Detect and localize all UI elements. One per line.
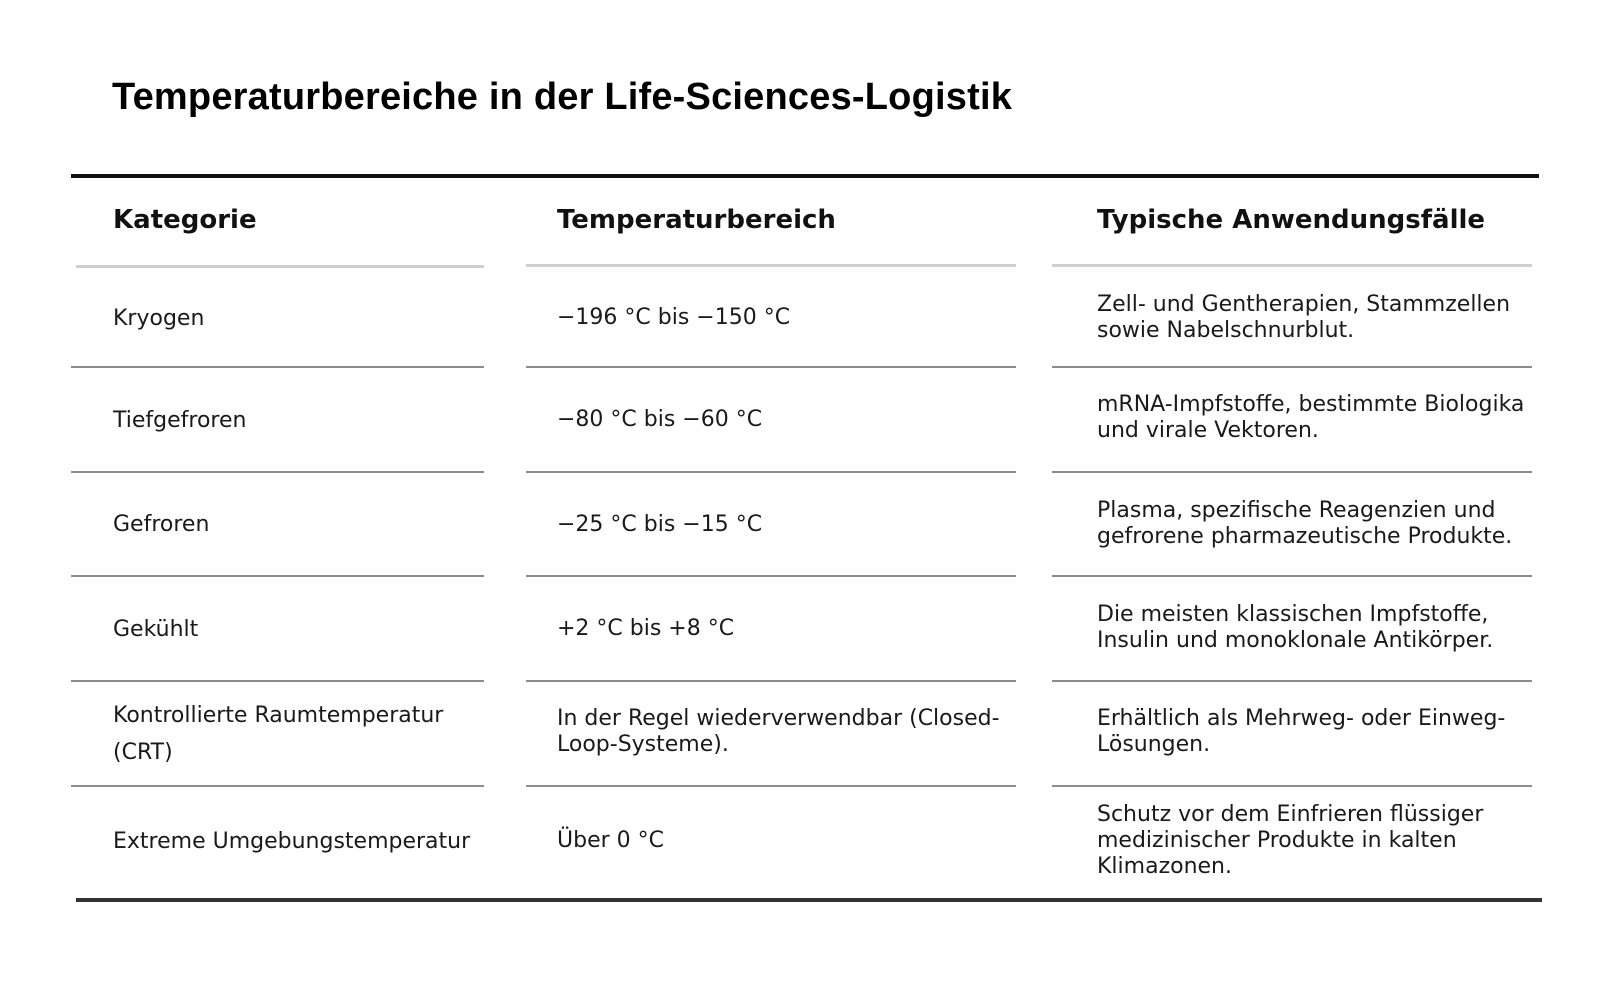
header-anwendungsfaelle: Typische Anwendungsfälle (1097, 205, 1486, 235)
cell-kategorie: Gekühlt (113, 616, 199, 642)
header-divider (1052, 264, 1532, 267)
cell-kategorie: Kryogen (113, 305, 205, 331)
cell-kategorie: Kontrollierte Raumtemperatur (CRT) (113, 703, 444, 765)
cell-kategorie: Gefroren (113, 511, 210, 537)
cell-anwendungsfaelle: Erhältlich als Mehrweg- oder Einweg-Lösungen. (1097, 706, 1506, 757)
header-kategorie: Kategorie (113, 205, 257, 235)
cell-anwendungsfaelle: Plasma, spezifische Reagenzien und gefrorene pharmazeutische Produkte. (1097, 498, 1513, 549)
cell-anwendungsfaelle: Schutz vor dem Einfrieren flüssiger medizinischer Produkte in kalten Klimazonen. (1097, 802, 1484, 879)
cell-kategorie: Tiefgefroren (113, 407, 247, 433)
cell-anwendungsfaelle: Zell- und Gentherapien, Stammzellen sowie Nabelschnurblut. (1097, 292, 1511, 343)
cell-temperaturbereich: −80 °C bis −60 °C (557, 407, 763, 432)
header-temperaturbereich: Temperaturbereich (557, 205, 836, 235)
cell-anwendungsfaelle: Die meisten klassischen Impfstoffe, Insulin und monoklonale Antikörper. (1097, 602, 1494, 653)
cell-temperaturbereich: Über 0 °C (557, 828, 664, 853)
table-top-rule (71, 174, 1539, 178)
cell-kategorie: Extreme Umgebungstemperatur (113, 828, 471, 854)
cell-temperaturbereich: +2 °C bis +8 °C (557, 616, 735, 641)
cell-temperaturbereich: In der Regel wiederverwendbar (Closed-Loop-Systeme). (557, 706, 1000, 757)
table-bottom-rule (76, 898, 1542, 902)
cell-temperaturbereich: −196 °C bis −150 °C (557, 305, 791, 330)
header-divider (526, 264, 1016, 267)
cell-temperaturbereich: −25 °C bis −15 °C (557, 512, 763, 537)
page-title: Temperaturbereiche in der Life-Sciences-Logistik (112, 76, 1013, 118)
cell-anwendungsfaelle: mRNA-Impfstoffe, bestimmte Biologika und virale Vektoren. (1097, 392, 1525, 443)
